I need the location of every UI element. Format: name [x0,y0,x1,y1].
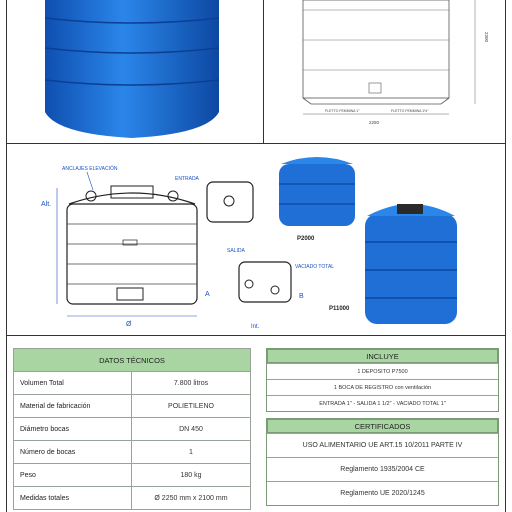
list-item: USO ALIMENTARIO UE ART.15 10/2011 PARTE IV [267,433,498,457]
model-small: P2000 [297,236,315,242]
label-drain: VACIADO TOTAL [295,264,335,270]
label-diameter: Ø [126,321,132,328]
table-row: Diámetro bocas DN 450 [14,418,251,441]
datos-tecnicos-table [13,348,251,510]
fitting-left-label: FLETTO FEMMINA 1" [325,109,360,113]
dim-height: 2300 [484,32,489,43]
fitting-right-label: FLETTO FEMMINA 1½" [391,109,429,113]
certificados-box [266,418,499,506]
table-row: Material de fabricación POLIETILENO [14,395,251,418]
incluye-box [266,348,499,412]
label-b: B [299,293,304,300]
incluye-title: INCLUYE [267,349,498,363]
technical-drawing-detail [7,144,507,336]
label-int: Int. [251,324,260,330]
list-item: 1 DEPOSITO P7500 [267,363,498,379]
datos-title: DATOS TÉCNICOS [14,349,251,372]
table-row: Peso 180 kg [14,464,251,487]
list-item: Reglamento UE 2020/1245 [267,481,498,505]
label-lifting: ANCLAJES ELEVACIÓN [62,166,118,172]
label-outlet: SALIDA [227,248,245,254]
list-item: 1 BOCA DE REGISTRO con ventilación [267,379,498,395]
top-section [6,0,506,144]
table-row: Volumen Total 7.800 litros [14,372,251,395]
technical-drawing-front [263,0,507,144]
certificados-title: CERTIFICADOS [267,419,498,433]
label-inlet: ENTRADA [175,176,199,182]
middle-section [6,144,506,336]
label-alt: Alt. [41,201,52,208]
label-a: A [205,291,210,298]
bottom-section [6,336,506,512]
dim-width: 2250 [369,120,380,125]
list-item: ENTRADA 1" - SALIDA 1 1/2" - VACIADO TOTAL 1" [267,395,498,411]
list-item: Reglamento 1935/2004 CE [267,457,498,481]
model-large: P11000 [329,306,350,312]
table-row: Número de bocas 1 [14,441,251,464]
table-row: Medidas totales Ø 2250 mm x 2100 mm [14,487,251,510]
